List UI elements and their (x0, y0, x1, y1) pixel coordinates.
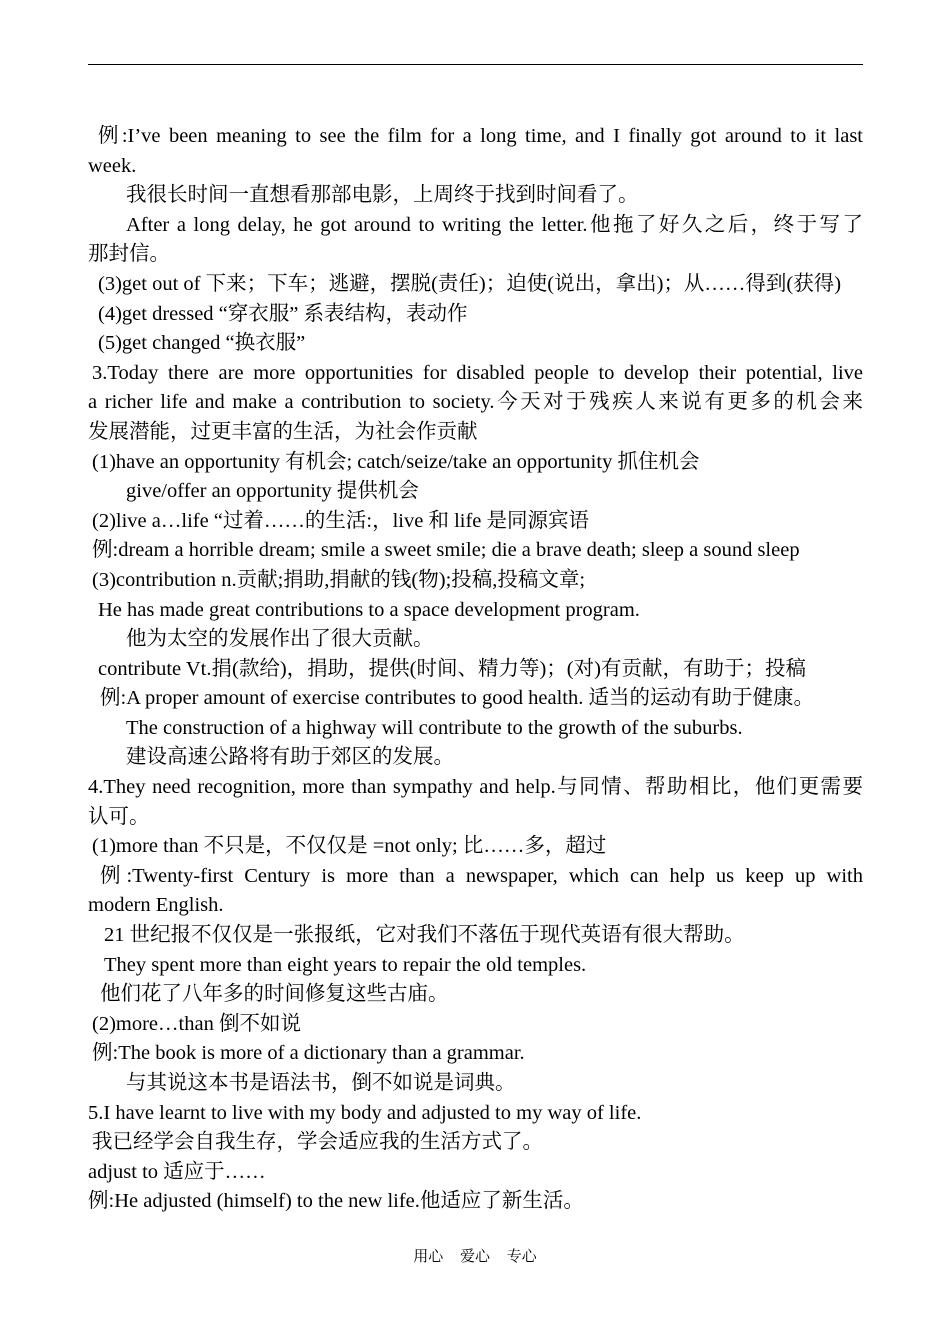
example-line: 例:dream a horrible dream; smile a sweet smile; die a brave death; sleep a sound sleep (92, 539, 800, 562)
phrase-item: (2)live a…life “过着……的生活:，live 和 life 是同源宾语 (92, 509, 590, 532)
example-line: 例:A proper amount of exercise contributes to good health. 适当的运动有助于健康。 (100, 687, 814, 710)
translation-line: 与其说这本书是语法书，倒不如说是词典。 (126, 1072, 516, 1094)
header-rule (88, 64, 863, 65)
sentence-heading: 5.I have learnt to live with my body and adjusted to my way of life. (88, 1101, 642, 1124)
page-footer: 用心 爱心 专心 (413, 1247, 537, 1265)
translation-line: 我很长时间一直想看那部电影，上周终于找到时间看了。 (126, 184, 639, 207)
text-line: modern English. (88, 894, 224, 917)
phrase-item: (3)get out of 下来；下车；逃避，摆脱(责任)；迫使(说出，拿出)；从……得到(获得) (98, 272, 842, 295)
sentence-heading: 发展潜能，过更丰富的生活，为社会作贡献 (88, 420, 478, 443)
example-line: After a long delay, he got around to writing the letter.他拖了好久之后，终于写了 (126, 213, 863, 236)
translation-line: 21 世纪报不仅仅是一张报纸，它对我们不落伍于现代英语有很大帮助。 (104, 924, 745, 947)
translation-line: 他为太空的发展作出了很大贡献。 (126, 628, 434, 651)
text-line: week. (88, 154, 137, 177)
translation-line: 他们花了八年多的时间修复这些古庙。 (100, 983, 449, 1006)
phrase-item: give/offer an opportunity 提供机会 (126, 480, 419, 503)
translation-line: 我已经学会自我生存，学会适应我的生活方式了。 (92, 1131, 543, 1154)
phrase-item: (1)have an opportunity 有机会; catch/seize/take an opportunity 抓住机会 (92, 450, 700, 473)
phrase-item: (5)get changed “换衣服” (98, 332, 306, 355)
phrase-item: contribute Vt.捐(款给)，捐助，提供(时间、精力等)；(对)有贡献，有助于；投稿 (98, 657, 806, 680)
example-line: 例:The book is more of a dictionary than a grammar. (92, 1042, 525, 1065)
translation-line: 建设高速公路将有助于郊区的发展。 (126, 746, 454, 769)
example-line: The construction of a highway will contribute to the growth of the suburbs. (126, 716, 743, 739)
phrase-item: (3)contribution n.贡献;捐助,捐献的钱(物);投稿,投稿文章; (92, 568, 586, 591)
sentence-heading: a richer life and make a contribution to society.今天对于残疾人来说有更多的机会来 (88, 391, 863, 414)
phrase-item: (4)get dressed “穿衣服” 系表结构，表动作 (98, 302, 468, 325)
phrase-item: (2)more…than 倒不如说 (92, 1012, 301, 1035)
phrase-item: (1)more than 不只是，不仅仅是 =not only; 比……多，超过 (92, 835, 607, 858)
example-line: They spent more than eight years to repair the old temples. (104, 953, 587, 976)
document-body (88, 122, 863, 1217)
sentence-heading: 3.Today there are more opportunities for disabled people to develop their potential, live (92, 361, 863, 384)
example-line: 例:I’ve been meaning to see the film for a long time, and I finally got around to it last (98, 125, 863, 147)
example-line: 例:He adjusted (himself) to the new life.他适应了新生活。 (88, 1190, 584, 1213)
phrase-item: adjust to 适应于…… (88, 1160, 266, 1183)
sentence-heading: 4.They need recognition, more than sympathy and help.与同情、帮助相比，他们更需要 (88, 776, 863, 799)
example-line: 例:Twenty-first Century is more than a newspaper, which can help us keep up with (100, 864, 863, 887)
example-line: He has made great contributions to a space development program. (98, 598, 640, 621)
sentence-heading: 认可。 (88, 805, 150, 828)
text-line: 那封信。 (88, 243, 170, 266)
